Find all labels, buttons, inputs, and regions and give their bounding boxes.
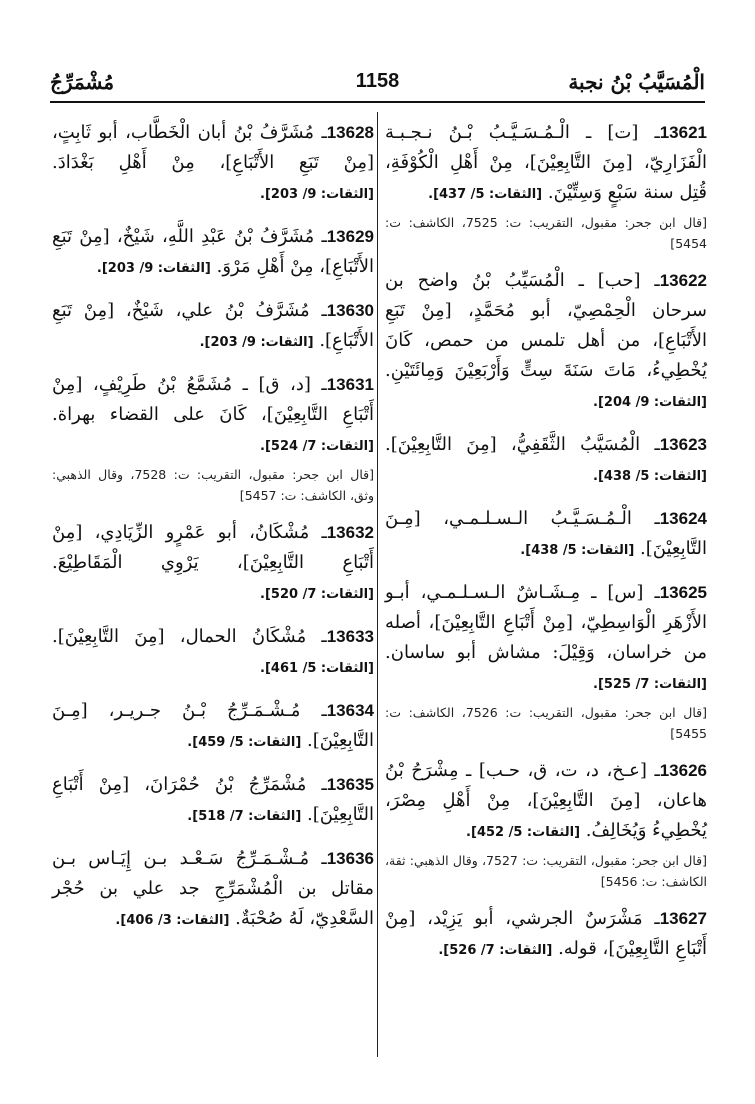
entry-13635 (52, 770, 374, 832)
entry-13627 (385, 904, 707, 966)
entry-text: ـ [ت] ـ الْـمُـسَـيَّـبُ بْـنُ نـجـبـة الْفَزَارِيّ، [مِنَ التَّابِعِيْنَ]، مِنْ أَهْلِ الْكُوْفَةِ، قُتِل سنة سَبْعٍ وَسِتِّيْنَ. (385, 122, 707, 203)
entry-number: 13625 (659, 583, 707, 602)
entry-number: 13633 (326, 627, 374, 646)
entry-13628 (52, 118, 374, 210)
entry-text: ـ مُـشْـمَـرِّجُ سَـعْـد بـن إِيَـاس بـن مقاتل بن الْمُشْمَرِّجِ جد علي بن حُجْر السَّعْدِيّ، لَهُ صُحْبَةٌ. (52, 848, 374, 929)
entry-13631 (52, 370, 374, 506)
entry-source: [الثقات: 5/ 438]. (520, 543, 635, 558)
entry-number: 13629 (326, 227, 374, 246)
entry-number: 13626 (659, 761, 707, 780)
entry-13636 (52, 844, 374, 936)
entry-13630 (52, 296, 374, 358)
page-number: 1158 (355, 70, 400, 92)
entry-text: ـ [س] ـ مِـشَـاشٌ الـسـلـمـي، أبـو الأَزْهَرِ الْوَاسِطِيّ، [مِنْ أَتْبَاعِ التَّابِعِيْنَ]، أصله من خراسان، وَقِيْلَ: مشاش أبو ساسان. (385, 582, 707, 663)
entry-13634 (52, 696, 374, 758)
entry-13623 (385, 430, 707, 492)
entry-source: [الثقات: 5/ 438]. (593, 469, 707, 484)
entry-13621 (385, 118, 707, 254)
entry-text: ـ مُشَرَّفُ بْنُ علي، شَيْخٌ، [مِنْ تَبَعِ الأَتْبَاعِ]. (52, 300, 374, 351)
entry-source: [الثقات: 9/ 204]. (593, 395, 707, 410)
entry-note: [قال ابن جحر: مقبول، التقريب: ت: 7526، الكاشف: ت: 5455] (385, 705, 707, 741)
entry-text: ـ [عـخ، د، ت، ق، حـب] ـ مِشْرَحُ بْنُ هاعان، [مِنَ التَّابِعِيْنَ]، مِنْ أَهْلِ مِصْرَ، يُخْطِيءُ وَيُخَالِفُ. (385, 760, 707, 841)
entry-number: 13624 (659, 509, 707, 528)
column-divider (377, 112, 378, 1057)
entry-source: [الثقات: 7/ 524]. (260, 439, 374, 454)
header-rule (50, 101, 705, 103)
entry-number: 13628 (326, 123, 374, 142)
entry-source: [الثقات: 7/ 520]. (260, 587, 374, 602)
entry-source: [الثقات: 7/ 525]. (593, 677, 707, 692)
entry-source: [الثقات: 9/ 203]. (199, 335, 314, 350)
entry-number: 13634 (326, 701, 374, 720)
entry-source: [الثقات: 7/ 526]. (438, 943, 553, 958)
entry-13622 (385, 266, 707, 418)
left-column (52, 118, 374, 948)
entry-number: 13630 (326, 301, 374, 320)
entry-note: [قال ابن جحر: مقبول، التقريب: ت: 7528، وقال الذهبي: وثق، الكاشف: ت: 5457] (52, 467, 374, 503)
entry-text: ـ مُشْكَانُ، أبو عَمْرٍو الزِّيَادِي، [مِنْ أَتْبَاعِ التَّابِعِيْنَ]، يَرْوِي الْمَقَاطِيْعَ. (52, 522, 374, 573)
entry-source: [الثقات: 5/ 437]. (428, 187, 543, 202)
entry-number: 13631 (326, 375, 374, 394)
entry-text: ـ مُشْكَانُ الحمال، [مِنَ التَّابِعِيْنَ]. (52, 626, 327, 647)
entry-text: ـ [حب] ـ الْمُسَيِّبُ بْنُ واضح بن سرحان الْحِمْصِيّ، أبو مُحَمَّدٍ، [مِنْ تَبَعِ الأَتْبَاعِ]، من أهل تلمس من حمص، كَانَ يُخْطِيءُ، مَاتَ سَنَةَ سِتٍّ وَأَرْبَعِيْنَ وَمِائَتَيْنِ. (385, 270, 707, 381)
entry-text: ـ الْـمُـسَـيَّـبُ الـسـلـمـي، [مِـنَ التَّابِعِيْنَ]. (385, 508, 707, 559)
entry-text: ـ مُـشْـمَـرِّجُ بْـنُ جـريـر، [مِـنَ التَّابِعِيْنَ]. (52, 700, 374, 751)
entry-number: 13622 (659, 271, 707, 290)
entry-source: [الثقات: 5/ 461]. (260, 661, 374, 676)
entry-13625 (385, 578, 707, 744)
entry-text: ـ الْمُسَيَّبُ الثَّقَفِيُّ، [مِنَ التَّابِعِيْنَ]. (385, 434, 660, 455)
entry-text: ـ مُشَرَّفُ بْنُ عَبْدِ اللَّهِ، شَيْخٌ، [مِنْ تَبَعِ الأَتْبَاعِ]، مِنْ أَهْلِ مَرْوَ. (52, 226, 374, 277)
entry-note: [قال ابن جحر: مقبول، التقريب: ت: 7527، وقال الذهبي: ثقة، الكاشف: ت: 5456] (385, 853, 708, 889)
running-head-right: الْمُسَيَّبُ بْنُ نجبة (568, 70, 705, 94)
page-header (50, 70, 705, 98)
entry-text: ـ مُشْمَرِّجُ بْنُ حُمْرَانَ، [مِنْ أَتْبَاعِ التَّابِعِيْنَ]. (52, 774, 374, 825)
entry-source: [الثقات: 5/ 452]. (466, 825, 581, 840)
entry-text: ـ [د، ق] ـ مُشَمَّعُ بْنُ طَرِيْفٍ، [مِنْ أَتْبَاعِ التَّابِعِيْنَ]، كَانَ على القضاء بهراة. (52, 374, 374, 425)
entry-13624 (385, 504, 707, 566)
entry-number: 13627 (659, 909, 707, 928)
entry-13632 (52, 518, 374, 610)
entry-13626 (385, 756, 707, 892)
entry-13629 (52, 222, 374, 284)
entry-source: [الثقات: 9/ 203]. (260, 187, 374, 202)
entry-number: 13636 (326, 849, 374, 868)
entry-number: 13621 (659, 123, 707, 142)
entry-source: [الثقات: 5/ 459]. (187, 735, 302, 750)
entry-13633 (52, 622, 374, 684)
entry-source: [الثقات: 3/ 406]. (115, 913, 230, 928)
right-column (385, 118, 707, 978)
entry-source: [الثقات: 7/ 518]. (187, 809, 302, 824)
entry-number: 13623 (659, 435, 707, 454)
entry-number: 13632 (326, 523, 374, 542)
entry-note: [قال ابن جحر: مقبول، التقريب: ت: 7525، الكاشف: ت: 5454] (385, 215, 707, 251)
entry-text: ـ مَشْرَسٌ الجرشي، أبو يَزِيْد، [مِنْ أَتْبَاعِ التَّابِعِيْنَ]، قوله. (385, 908, 707, 959)
running-head-left: مُشْمَرِّجُ (50, 70, 115, 94)
entry-source: [الثقات: 9/ 203]. (96, 261, 211, 276)
entry-number: 13635 (326, 775, 374, 794)
entry-text: ـ مُشَرَّفُ بْنُ أبان الْخَطَّاب، أبو ثَابِتٍ، [مِنْ تَبَعِ الأَتْبَاعِ]، مِنْ أَهْلِ بَغْدَادَ. (52, 122, 374, 173)
